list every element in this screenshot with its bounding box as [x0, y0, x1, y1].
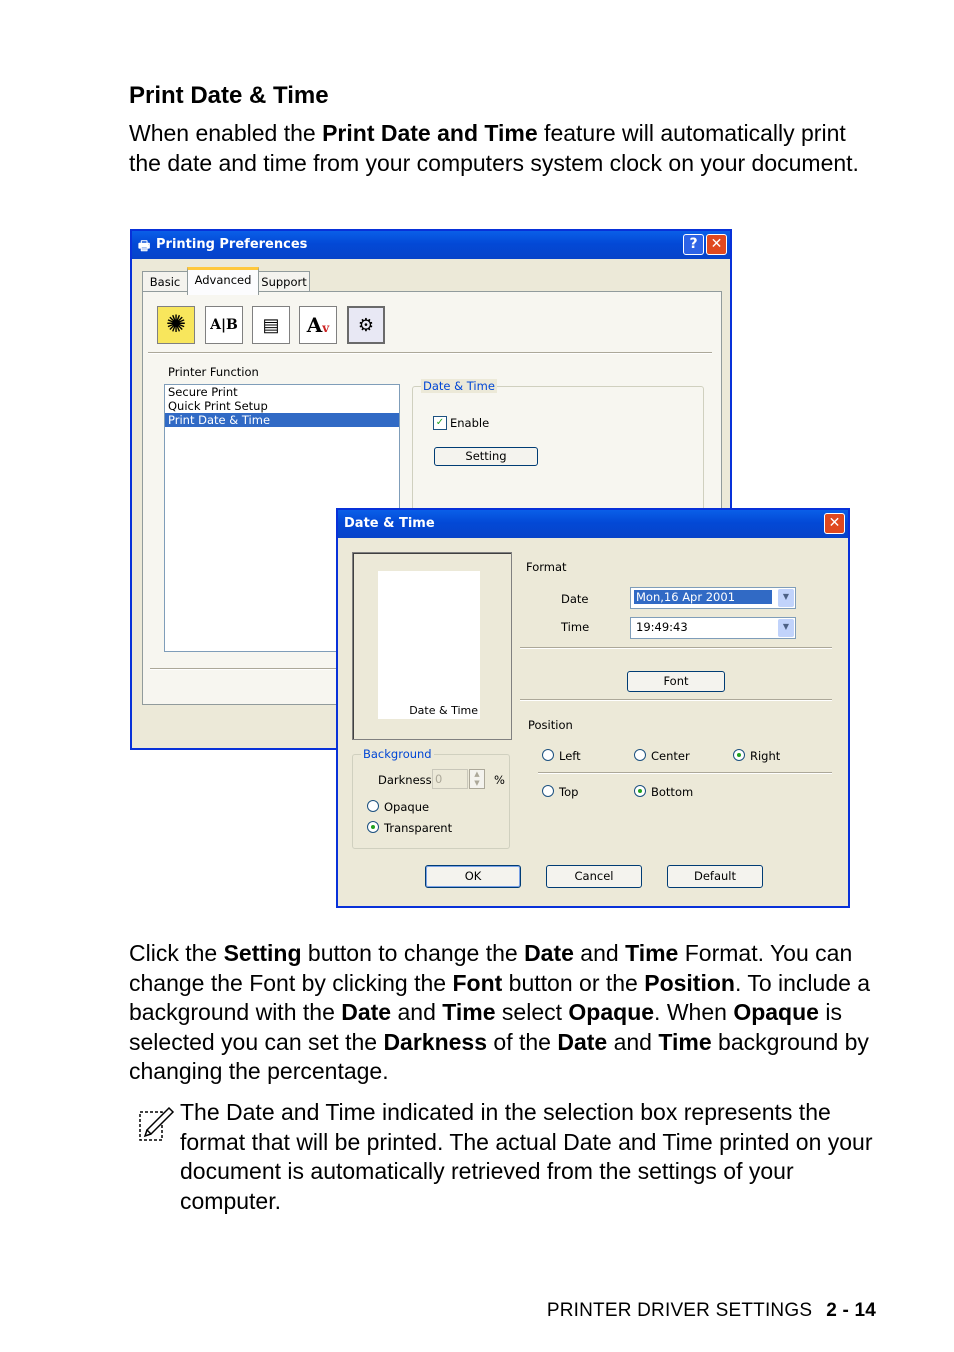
- position-center-label: Center: [651, 749, 690, 763]
- button-label: OK: [464, 869, 482, 883]
- tab-basic[interactable]: [142, 271, 188, 292]
- format-label: Format: [526, 560, 567, 574]
- time-format-select[interactable]: [630, 617, 796, 639]
- transparent-label: Transparent: [384, 821, 453, 835]
- enable-label: Enable: [450, 416, 490, 430]
- default-button[interactable]: [667, 865, 763, 888]
- footer-section: PRINTER DRIVER SETTINGS: [546, 1300, 813, 1321]
- tab-support[interactable]: [258, 271, 310, 292]
- position-bottom-label: Bottom: [651, 785, 694, 799]
- font-substitute-icon[interactable]: Av: [299, 306, 337, 344]
- ok-button[interactable]: [425, 865, 521, 888]
- window-title: Printing Preferences: [156, 237, 308, 252]
- date-time-titlebar: [338, 510, 848, 538]
- preview-frame: [352, 552, 512, 740]
- tab-label: Basic: [149, 275, 181, 289]
- position-bottom-radio[interactable]: [634, 785, 646, 797]
- position-center-radio[interactable]: [634, 749, 646, 761]
- font-button[interactable]: [627, 671, 725, 692]
- list-item[interactable]: Quick Print Setup: [168, 399, 268, 413]
- tab-advanced[interactable]: [187, 267, 259, 295]
- button-label: Font: [663, 674, 689, 688]
- darkness-input[interactable]: [432, 769, 468, 789]
- position-label: Position: [528, 718, 573, 732]
- list-item-selected[interactable]: Print Date & Time: [165, 413, 399, 427]
- button-label: Setting: [465, 449, 507, 463]
- position-left-radio[interactable]: [542, 749, 554, 761]
- preview-page: [378, 571, 480, 719]
- time-format-value: 19:49:43: [636, 620, 688, 634]
- percent-label: %: [494, 773, 505, 787]
- list-item[interactable]: Secure Print: [168, 385, 238, 399]
- button-label: Default: [693, 869, 737, 883]
- date-label: Date: [561, 592, 589, 606]
- enable-checkbox[interactable]: ✓: [433, 416, 447, 430]
- printing-preferences-titlebar: [132, 231, 730, 259]
- time-label: Time: [561, 620, 590, 634]
- position-top-radio[interactable]: [542, 785, 554, 797]
- instructions-paragraph: Click the Setting button to change the Date and Time Format. You can change the Font by clicking the Font button or the Position. To include a background with the Date and Time select Opaque. When Opaque is selected you can set the Darkness of the Date and Time background by changing the percentage.: [129, 940, 871, 1085]
- date-format-value: Mon,16 Apr 2001: [634, 590, 772, 604]
- button-label: Cancel: [574, 869, 614, 883]
- transparent-radio[interactable]: [367, 821, 379, 833]
- darkness-spinner[interactable]: ▲ ▼: [469, 769, 485, 789]
- darkness-value: 0: [435, 772, 443, 786]
- help-button[interactable]: ?: [683, 234, 704, 255]
- darkness-label: Darkness: [378, 773, 432, 787]
- header-footer-icon[interactable]: ▤: [252, 306, 290, 344]
- window-title: Date & Time: [344, 516, 435, 531]
- watermark-icon[interactable]: ✺: [157, 306, 195, 344]
- printer-function-label: Printer Function: [168, 365, 259, 379]
- date-time-window: [336, 508, 850, 908]
- preview-text: Date & Time: [409, 704, 478, 717]
- background-group-label: Background: [363, 747, 432, 761]
- tab-label: Advanced: [194, 273, 252, 287]
- opaque-radio[interactable]: [367, 800, 379, 812]
- position-right-label: Right: [750, 749, 781, 763]
- position-top-label: Top: [559, 785, 579, 799]
- opaque-label: Opaque: [384, 800, 430, 814]
- date-time-group-label: Date & Time: [423, 379, 495, 393]
- note-pencil-icon: [137, 1102, 177, 1144]
- setting-button[interactable]: [434, 447, 538, 466]
- printer-icon: 🖶: [138, 239, 151, 254]
- position-right-radio[interactable]: [733, 749, 745, 761]
- date-format-select[interactable]: [630, 587, 796, 609]
- page-setting-icon[interactable]: A|B: [205, 306, 243, 344]
- close-button[interactable]: ✕: [824, 513, 845, 534]
- page-footer: [547, 1300, 876, 1322]
- chevron-down-icon[interactable]: ▼: [778, 619, 794, 637]
- position-left-label: Left: [559, 749, 581, 763]
- section-heading: Print Date & Time: [129, 82, 329, 109]
- intro-paragraph: When enabled the Print Date and Time feature will automatically print the date and time from your computers system clock on your document.: [129, 120, 859, 176]
- note-text: The Date and Time indicated in the selection box represents the format that will be printed. The actual Date and Time printed on your document is automatically retrieved from the settings of your computer.: [180, 1099, 873, 1214]
- close-button[interactable]: ✕: [706, 234, 727, 255]
- chevron-down-icon[interactable]: ▼: [778, 589, 794, 607]
- page-number: 2 - 14: [826, 1300, 876, 1321]
- printer-function-icon[interactable]: ⚙: [347, 306, 385, 344]
- tab-label: Support: [261, 275, 307, 289]
- cancel-button[interactable]: [546, 865, 642, 888]
